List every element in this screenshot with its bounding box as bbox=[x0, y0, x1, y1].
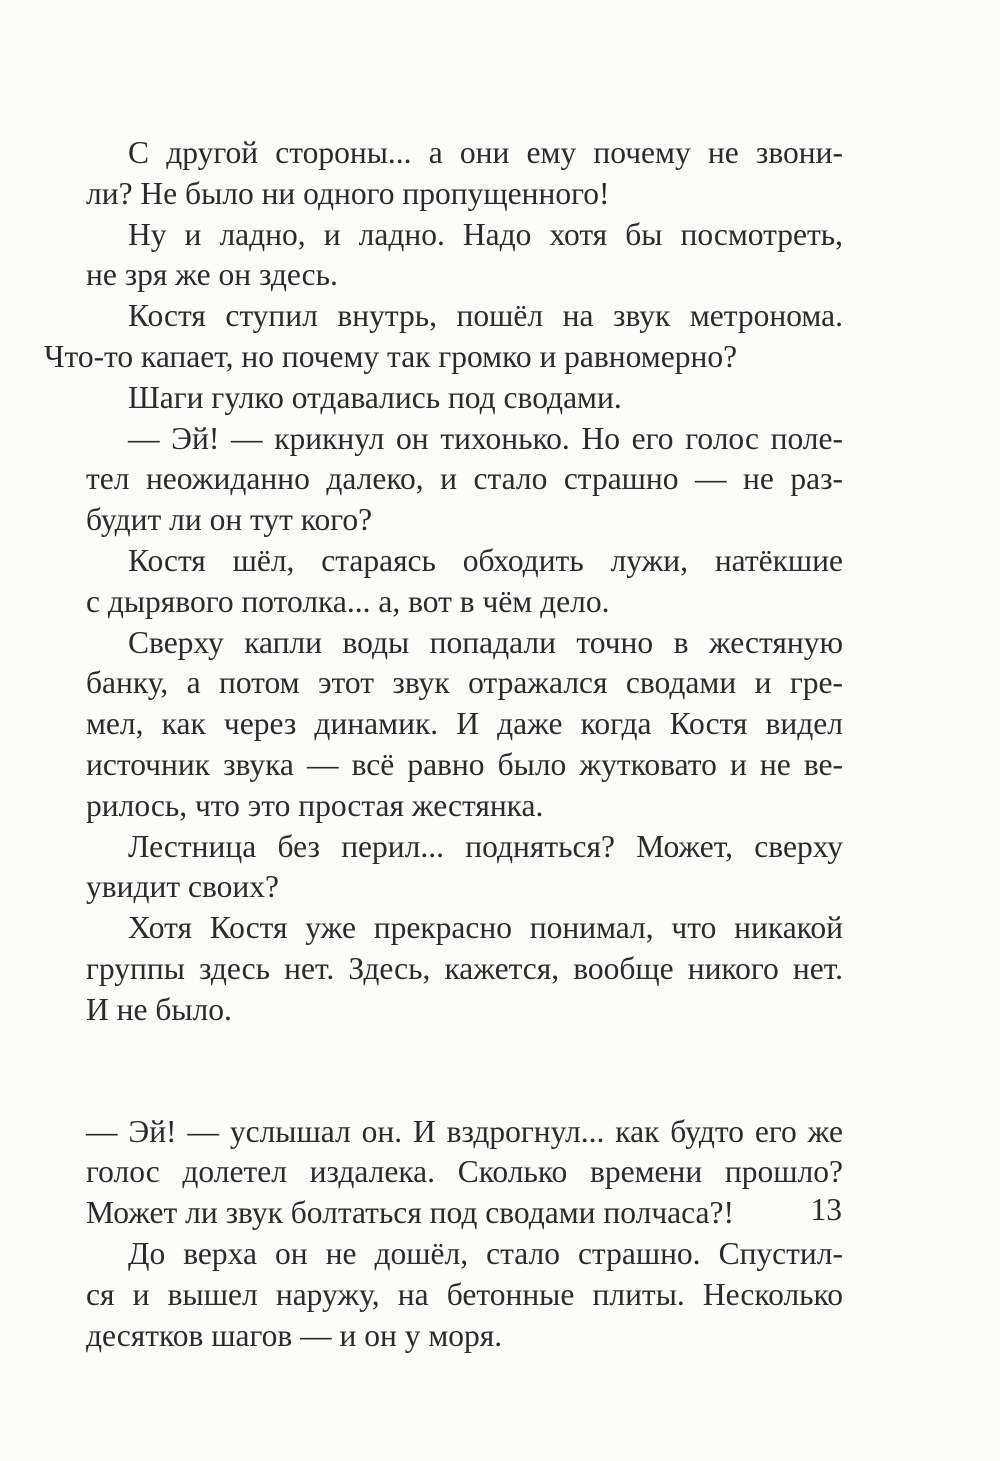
text-line: десятков шагов — и он у моря. bbox=[86, 1317, 503, 1353]
text-line: ли? Не было ни одного пропущенного! bbox=[86, 175, 610, 211]
paragraph-1 bbox=[86, 133, 843, 215]
text-line: И не было. bbox=[86, 991, 232, 1027]
text-line: банку, а потом этот звук отражался сводами и гре- bbox=[86, 665, 843, 701]
text-line: увидит своих? bbox=[86, 869, 279, 905]
text-line: тел неожиданно далеко, и стало страшно — не раз- bbox=[86, 461, 843, 497]
text-line: рилось, что это простая жестянка. bbox=[86, 787, 544, 823]
text-line: Хотя Костя уже прекрасно понимал, что никакой bbox=[128, 910, 843, 946]
paragraph-6 bbox=[86, 541, 843, 623]
paragraph-9 bbox=[86, 908, 843, 1030]
text-line: ся и вышел наружу, на бетонные плиты. Несколько bbox=[86, 1276, 843, 1312]
text-line: источник звука — всё равно было жутковато и не ве- bbox=[86, 746, 843, 782]
page-number: 13 bbox=[810, 1192, 842, 1227]
paragraph-5 bbox=[86, 419, 843, 541]
text-line: Ну и ладно, и ладно. Надо хотя бы посмотреть, bbox=[128, 216, 843, 252]
text-line: не зря же он здесь. bbox=[86, 257, 338, 293]
text-line: Костя шёл, стараясь обходить лужи, натёкшие bbox=[128, 542, 843, 578]
text-line: будит ли он тут кого? bbox=[86, 502, 373, 538]
text-line: Может ли звук болтаться под сводами полчаса?! bbox=[86, 1195, 734, 1231]
text-line: мел, как через динамик. И даже когда Костя видел bbox=[86, 706, 843, 742]
paragraph-2 bbox=[86, 215, 843, 297]
text-line: Лестница без перил... подняться? Может, сверху bbox=[128, 828, 843, 864]
text-line: Что-то капает, но почему так громко и равномерно? bbox=[44, 338, 738, 374]
text-line: Шаги гулко отдавались под сводами. bbox=[128, 379, 622, 415]
text-line: — Эй! — крикнул он тихонько. Но его голос поле- bbox=[128, 420, 843, 456]
paragraph-4 bbox=[86, 378, 843, 419]
text-line: группы здесь нет. Здесь, кажется, вообще никого нет. bbox=[86, 950, 843, 986]
text-line: голос долетел издалека. Сколько времени прошло? bbox=[86, 1154, 843, 1190]
paragraph-3 bbox=[44, 296, 843, 378]
body-text bbox=[44, 133, 843, 1356]
paragraph-10 bbox=[86, 1112, 843, 1234]
text-line: — Эй! — услышал он. И вздрогнул... как будто его же bbox=[86, 1113, 843, 1149]
text-line: С другой стороны... а они ему почему не звони- bbox=[128, 135, 843, 170]
text-line: Костя ступил внутрь, пошёл на звук метронома. bbox=[128, 298, 843, 334]
text-line: Сверху капли воды попадали точно в жестяную bbox=[128, 624, 843, 660]
section-break bbox=[86, 1031, 843, 1112]
text-line: До верха он не дошёл, стало страшно. Спустил- bbox=[128, 1235, 843, 1271]
paragraph-8 bbox=[86, 827, 843, 909]
paragraph-7 bbox=[86, 623, 843, 827]
text-line: с дырявого потолка... а, вот в чём дело. bbox=[86, 583, 610, 619]
paragraph-11 bbox=[86, 1234, 843, 1356]
